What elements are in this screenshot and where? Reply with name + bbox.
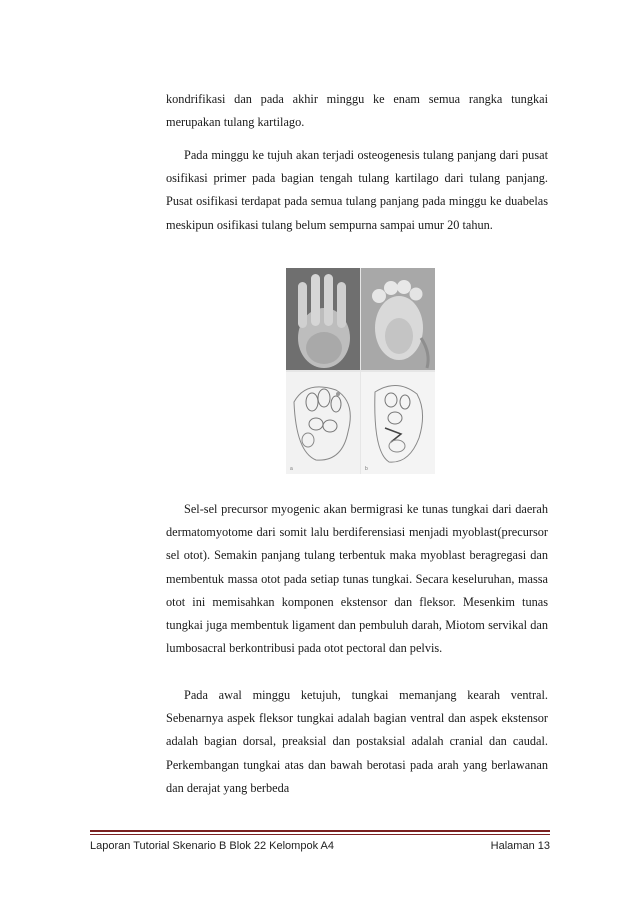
footer-rule-thick [90,830,550,832]
footer-title: Laporan Tutorial Skenario B Blok 22 Kelompok A4 [90,840,334,852]
paragraph-4 [166,684,548,800]
figure-panel-hand-photo [286,268,360,370]
figure-panel-foot-section [361,372,435,474]
paragraph-2-text: Pada minggu ke tujuh akan terjadi osteogenesis tulang panjang dari pusat osifikasi primer pada bagian tengah tulang kartilago dari tulang panjang. Pusat osifikasi terdapat pada semua tulang panjang pada minggu ke duabelas meskipun osifikasi tulang belum sempurna sampai umur 20 tahun. [166,148,548,232]
footer-rule-thin [90,834,550,835]
svg-text:a: a [290,466,293,472]
figure-panel-hand-section [286,372,360,474]
paragraph-2 [166,144,548,237]
figure-panel-foot-photo [361,268,435,370]
paragraph-1-text: kondrifikasi dan pada akhir minggu ke enam semua rangka tungkai merupakan tulang kartilago. [166,92,548,130]
paragraph-4-text: Pada awal minggu ketujuh, tungkai memanjang kearah ventral. Sebenarnya aspek fleksor tungkai adalah bagian ventral dan aspek ekstensor adalah bagian dorsal, preaksial dan postaksial adalah cranial dan caudal. Perkembangan tungkai atas dan bawah berotasi pada arah yang berlawanan dan derajat yang berbeda [166,688,548,795]
paragraph-1 [166,88,548,134]
footer-page-number: Halaman 13 [490,840,550,852]
paragraph-3-text: Sel-sel precursor myogenic akan bermigrasi ke tunas tungkai dari daerah dermatomyotome dari somit lalu berdiferensiasi menjadi myoblast(precursor sel otot). Semakin panjang tulang terbentuk maka myoblast beragregasi dan membentuk massa otot pada setiap tunas tungkai. Secara keseluruhan, massa otot ini memisahkan komponen ekstensor dan fleksor. Mesenkim tunas tungkai juga membentuk ligament dan pembuluh darah, Miotom servikal dan lumbosacral berkontribusi pada otot pectoral dan pelvis. [166,502,548,656]
embryo-limb-figure [286,268,435,474]
svg-text:b: b [365,466,368,472]
paragraph-3 [166,498,548,660]
